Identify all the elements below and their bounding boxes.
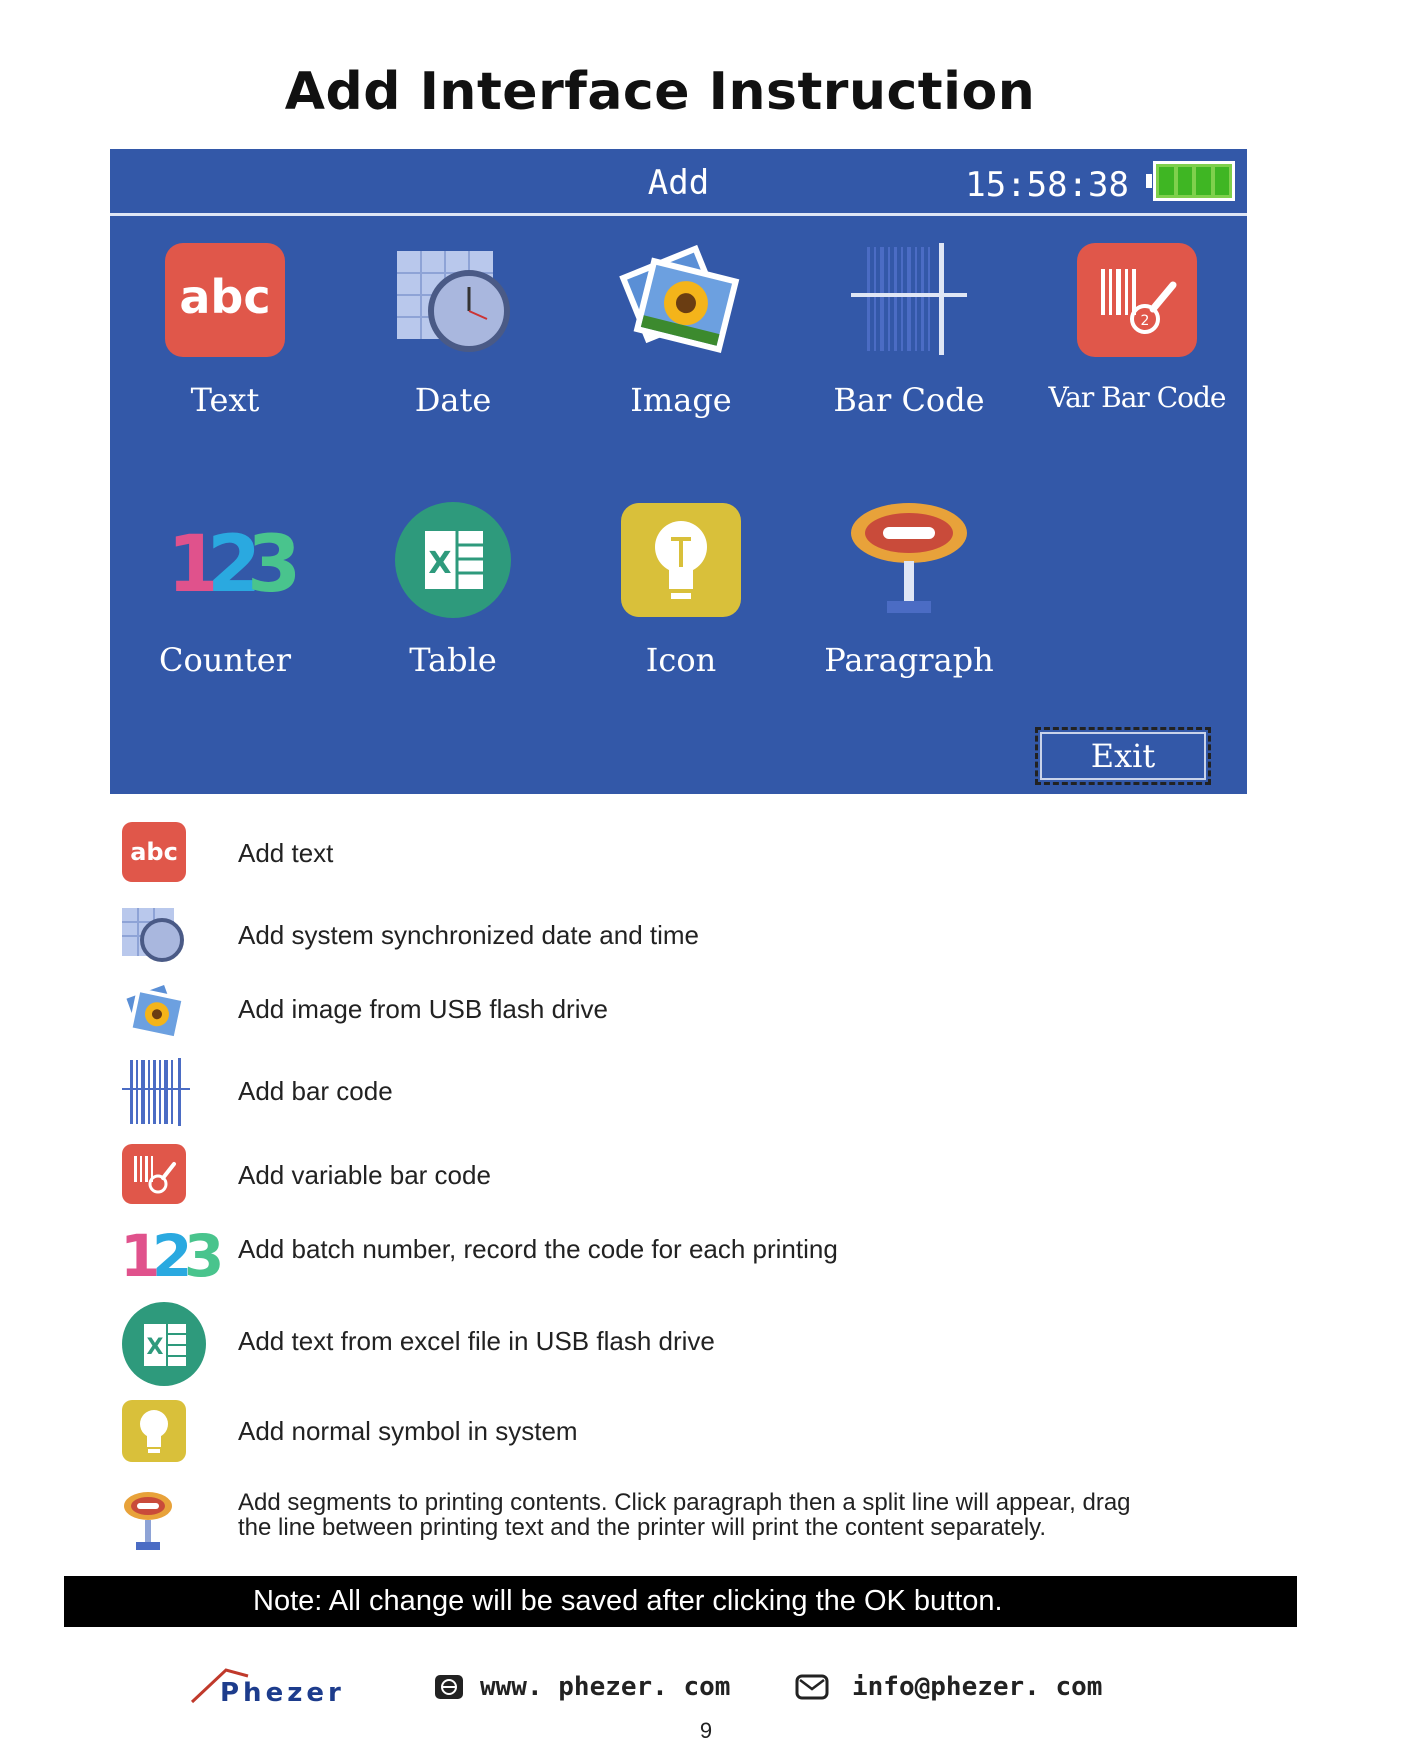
lightbulb-icon xyxy=(120,1398,192,1466)
legend-item-bar-code xyxy=(120,1058,1220,1128)
globe-icon xyxy=(434,1674,464,1698)
legend-item-table xyxy=(120,1300,1220,1370)
envelope-icon xyxy=(795,1674,825,1698)
page-title: Add Interface Instruction xyxy=(284,62,1036,122)
tile-label: Text xyxy=(190,381,260,419)
barcode-icon xyxy=(120,1058,192,1126)
note-bar xyxy=(64,1576,1297,1627)
tile-counter[interactable] xyxy=(110,501,340,679)
legend-text: Add text from excel file in USB flash drive xyxy=(238,1326,715,1356)
legend-text: Add batch number, record the code for each printing xyxy=(238,1234,838,1264)
legend-text: Add normal symbol in system xyxy=(238,1416,578,1446)
exit-button[interactable]: Exit xyxy=(1035,727,1211,785)
svg-text:1: 1 xyxy=(120,1222,161,1290)
excel-table-icon xyxy=(120,1300,208,1388)
tile-table[interactable] xyxy=(338,501,568,679)
tile-icon[interactable] xyxy=(566,501,796,679)
legend-item-paragraph xyxy=(120,1488,1220,1568)
tile-label: Icon xyxy=(645,641,717,679)
page-number: 9 xyxy=(699,1718,713,1743)
legend-item-counter xyxy=(120,1216,1220,1290)
svg-text:abc: abc xyxy=(130,838,178,866)
variable-barcode-icon xyxy=(120,1142,192,1210)
legend-item-var-bar-code xyxy=(120,1142,1220,1212)
tile-label: Date xyxy=(414,381,492,419)
tile-text[interactable] xyxy=(110,241,340,419)
svg-text:3: 3 xyxy=(247,520,302,610)
counter-123-icon xyxy=(163,501,302,619)
sunflower-photo-icon xyxy=(619,241,743,359)
svg-text:2: 2 xyxy=(207,520,262,610)
tile-label: Image xyxy=(630,381,732,419)
barcode-icon xyxy=(847,241,971,359)
calendar-clock-icon xyxy=(120,902,192,970)
tile-image[interactable] xyxy=(566,241,796,419)
tile-var-bar-code[interactable] xyxy=(1022,241,1252,414)
counter-123-icon xyxy=(120,1216,230,1290)
clock: 15:58:38 xyxy=(965,165,1129,205)
legend-text: Add image from USB flash drive xyxy=(238,994,608,1024)
legend-text: Add text xyxy=(238,838,334,868)
tile-label: Paragraph xyxy=(824,641,994,679)
screen-title: Add xyxy=(647,163,710,203)
variable-barcode-icon xyxy=(1075,241,1199,359)
lightbulb-icon xyxy=(619,501,743,619)
website-link[interactable]: www. phezer. com xyxy=(480,1672,731,1702)
legend-text: Add variable bar code xyxy=(238,1160,491,1190)
phezer-logo: Phezer xyxy=(190,1666,410,1706)
legend-item-date xyxy=(120,902,1220,972)
add-screen xyxy=(110,149,1247,794)
paragraph-split-icon xyxy=(847,501,971,619)
abc-text-icon xyxy=(120,820,192,888)
sunflower-photo-icon xyxy=(120,976,192,1044)
screen-titlebar xyxy=(110,149,1247,216)
note-text: Note: All change will be saved after clicking the OK button. xyxy=(253,1585,1003,1617)
email-link[interactable]: info@phezer. com xyxy=(852,1672,1103,1702)
tile-label: Counter xyxy=(158,641,292,679)
legend-item-text xyxy=(120,820,1220,890)
tile-paragraph[interactable] xyxy=(794,501,1024,679)
svg-text:X: X xyxy=(428,546,452,581)
svg-text:X: X xyxy=(146,1335,164,1360)
tile-label: Table xyxy=(409,641,497,679)
legend-text: Add segments to printing contents. Click paragraph then a split line will appear, drag the line between printing text and the printer will print the content separately. xyxy=(238,1489,1131,1541)
legend-item-icon xyxy=(120,1398,1220,1468)
svg-text:2: 2 xyxy=(152,1222,193,1290)
legend-item-image xyxy=(120,976,1220,1046)
footer xyxy=(190,1660,1190,1708)
tile-label: Var Bar Code xyxy=(1048,381,1226,414)
svg-text:abc: abc xyxy=(179,270,271,324)
calendar-clock-icon xyxy=(391,241,515,359)
paragraph-split-icon xyxy=(120,1488,192,1556)
svg-text:3: 3 xyxy=(184,1222,225,1290)
tile-date[interactable] xyxy=(338,241,568,419)
tile-bar-code[interactable] xyxy=(794,241,1024,419)
legend-text: Add bar code xyxy=(238,1076,393,1106)
svg-text:1: 1 xyxy=(167,520,222,610)
legend-text: Add system synchronized date and time xyxy=(238,920,700,950)
battery-icon xyxy=(1153,161,1235,201)
abc-text-icon xyxy=(163,241,287,359)
tile-label: Bar Code xyxy=(833,381,985,419)
excel-table-icon xyxy=(391,501,515,619)
svg-text:2: 2 xyxy=(1140,313,1150,329)
